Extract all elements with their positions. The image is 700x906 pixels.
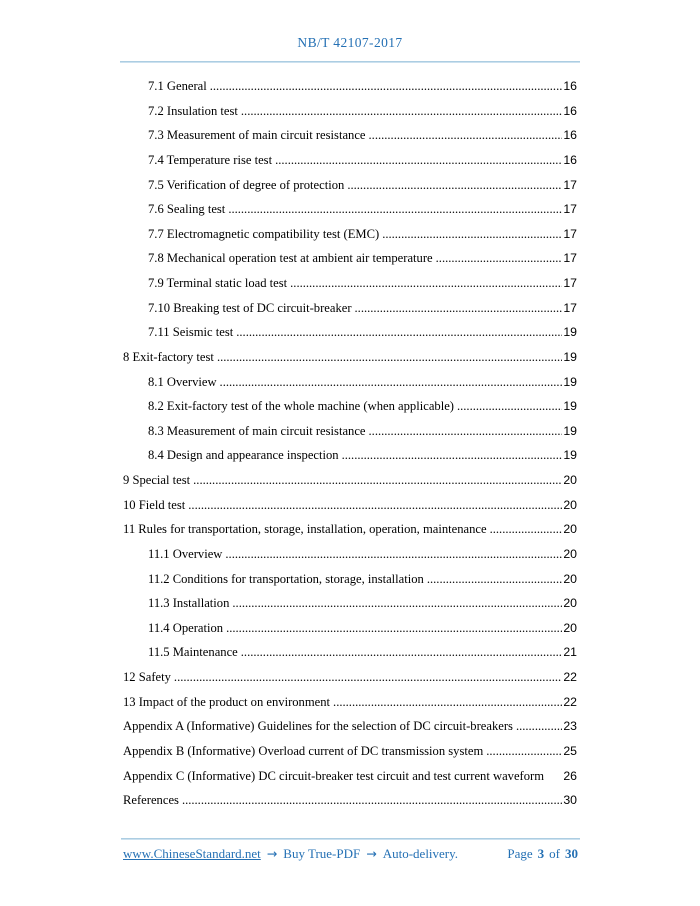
toc-entry-label: 10 Field test xyxy=(123,497,186,512)
toc-entry-label: 7.9 Terminal static load test xyxy=(148,276,288,290)
toc-entry[interactable] xyxy=(123,375,577,400)
page-word: Page xyxy=(507,846,533,861)
toc-entry[interactable] xyxy=(123,276,577,301)
toc-entry-page: 25 xyxy=(563,743,577,758)
dot-leader xyxy=(347,178,562,193)
doc-number-header: NB/T 42107-2017 xyxy=(297,35,403,50)
dot-leader xyxy=(232,596,562,611)
toc-entry-label: 11.1 Overview xyxy=(148,546,223,561)
dot-leader xyxy=(490,522,563,537)
dot-leader xyxy=(290,276,562,291)
footer-tagline xyxy=(123,846,458,862)
toc-entry[interactable] xyxy=(123,645,577,670)
dot-leader xyxy=(241,104,562,119)
toc-entry[interactable] xyxy=(123,301,577,326)
toc-entry-page: 17 xyxy=(563,300,577,315)
toc-entry-label: Appendix A (Informative) Guidelines for the selection of DC circuit-breakers xyxy=(123,719,513,734)
dot-leader xyxy=(225,547,562,562)
toc-entry-page: 23 xyxy=(563,719,577,734)
page-footer xyxy=(123,846,578,862)
toc-entry[interactable] xyxy=(123,251,577,276)
dot-leader xyxy=(486,744,562,759)
toc-entry-page: 17 xyxy=(563,251,577,266)
toc-entry[interactable] xyxy=(123,128,577,153)
toc-entry-label: 11.3 Installation xyxy=(148,596,230,611)
toc-entry-page: 21 xyxy=(563,645,577,660)
toc-entry-page: 22 xyxy=(563,694,577,709)
toc-entry-page: 17 xyxy=(563,202,577,217)
toc-entry-page: 17 xyxy=(563,177,577,192)
toc-entry-label: 12 Safety xyxy=(123,670,171,684)
toc-entry[interactable] xyxy=(123,473,577,498)
of-word: of xyxy=(549,846,560,861)
dot-leader xyxy=(193,473,562,488)
toc-entry-page: 20 xyxy=(563,620,577,635)
toc-entry[interactable] xyxy=(123,79,577,104)
current-page-number: 3 xyxy=(537,846,545,861)
toc-entry-label: 11.5 Maintenance xyxy=(148,645,238,660)
toc-entry[interactable] xyxy=(123,695,577,720)
dot-leader xyxy=(427,572,562,587)
toc-entry[interactable] xyxy=(123,522,577,547)
dot-leader xyxy=(369,424,563,439)
page-indicator xyxy=(507,846,578,862)
toc-entry[interactable] xyxy=(123,202,577,227)
dot-leader xyxy=(236,325,562,340)
dot-leader xyxy=(369,128,563,143)
toc-entry[interactable] xyxy=(123,448,577,473)
toc-entry-page: 20 xyxy=(563,546,577,561)
toc-entry[interactable] xyxy=(123,424,577,449)
arrow-icon: → xyxy=(366,846,377,861)
dot-leader xyxy=(355,301,563,316)
toc-entry[interactable] xyxy=(123,325,577,350)
toc-entry[interactable] xyxy=(123,498,577,523)
toc-entry-label: 7.4 Temperature rise test xyxy=(148,152,273,167)
toc-entry-page: 26 xyxy=(563,768,577,783)
dot-leader xyxy=(188,498,562,513)
toc-entry[interactable] xyxy=(123,621,577,646)
toc-entry-page: 19 xyxy=(563,349,577,364)
arrow-icon: → xyxy=(266,846,278,861)
toc-entry-label: 7.1 General xyxy=(148,79,207,93)
total-pages-number: 30 xyxy=(565,846,578,861)
toc-entry[interactable] xyxy=(123,153,577,178)
toc-entry[interactable] xyxy=(123,399,577,424)
toc-entry-page: 19 xyxy=(563,423,577,438)
toc-entry-label: Appendix B (Informative) Overload current of DC transmission system xyxy=(123,743,484,758)
toc-entry[interactable] xyxy=(123,793,577,818)
toc-entry-page: 16 xyxy=(563,103,577,118)
toc-entry-label: 11.2 Conditions for transportation, storage, installation xyxy=(148,571,424,586)
toc-entry-label: Appendix C (Informative) DC circuit-breaker test circuit and test current waveform xyxy=(123,768,545,783)
toc-entry[interactable] xyxy=(123,227,577,252)
toc-entry-label: 7.8 Mechanical operation test at ambient air temperature xyxy=(148,251,433,266)
header-divider xyxy=(120,61,580,63)
toc-entry-label: 7.3 Measurement of main circuit resistance xyxy=(148,128,366,143)
toc-entry-label: 8.3 Measurement of main circuit resistance xyxy=(148,423,366,438)
toc-entry[interactable] xyxy=(123,104,577,129)
toc-entry-page: 16 xyxy=(563,128,577,143)
toc-entry-page: 16 xyxy=(563,152,577,167)
dot-leader xyxy=(275,153,562,168)
footer-divider xyxy=(121,838,580,840)
toc-entry-page: 20 xyxy=(563,473,577,487)
dot-leader xyxy=(382,227,562,242)
toc-entry-page: 19 xyxy=(563,399,577,414)
toc-entry[interactable] xyxy=(123,547,577,572)
dot-leader xyxy=(174,670,562,685)
dot-leader xyxy=(457,399,562,414)
toc-entry-page: 17 xyxy=(563,276,577,290)
toc-entry-page: 19 xyxy=(563,325,577,340)
dot-leader xyxy=(210,79,563,94)
toc-entry-page: 20 xyxy=(563,522,577,537)
toc-entry-label: 7.10 Breaking test of DC circuit-breaker xyxy=(148,300,352,315)
toc-entry-label: 8 Exit-factory test xyxy=(123,349,214,364)
toc-entry-page: 30 xyxy=(563,793,577,808)
dot-leader xyxy=(228,202,562,217)
toc-entry[interactable] xyxy=(123,719,577,744)
toc-entry-label: 8.2 Exit-factory test of the whole machine (when applicable) xyxy=(148,399,454,414)
website-link[interactable]: www.ChineseStandard.net xyxy=(123,846,261,861)
dot-leader xyxy=(220,375,563,390)
toc-entry-label: 7.5 Verification of degree of protection xyxy=(148,177,345,192)
dot-leader xyxy=(226,621,562,636)
dot-leader xyxy=(241,645,563,660)
toc-entry-page: 17 xyxy=(563,226,577,241)
toc-entry[interactable] xyxy=(123,572,577,597)
toc-entry-label: 7.11 Seismic test xyxy=(148,325,234,340)
dot-leader xyxy=(516,719,562,734)
toc-entry-label: 11.4 Operation xyxy=(148,620,224,635)
toc-entry[interactable] xyxy=(123,769,577,794)
dot-leader xyxy=(342,448,563,463)
toc-entry-page: 22 xyxy=(563,670,577,684)
toc-entry-label: 8.4 Design and appearance inspection xyxy=(148,448,339,463)
toc-entry[interactable] xyxy=(123,178,577,203)
toc-entry-label: References xyxy=(123,793,179,808)
toc-entry[interactable] xyxy=(123,596,577,621)
toc-entry[interactable] xyxy=(123,744,577,769)
toc-entry-page: 19 xyxy=(563,374,577,389)
table-of-contents xyxy=(123,79,577,818)
dot-leader xyxy=(217,350,562,365)
toc-entry-page: 20 xyxy=(563,571,577,586)
toc-entry-label: 7.6 Sealing test xyxy=(148,202,226,217)
toc-entry-label: 9 Special test xyxy=(123,473,191,487)
auto-delivery-label: Auto-delivery. xyxy=(382,846,459,861)
dot-leader xyxy=(333,695,562,710)
toc-entry-label: 8.1 Overview xyxy=(148,374,217,389)
toc-entry[interactable] xyxy=(123,670,577,695)
toc-entry-label: 11 Rules for transportation, storage, installation, operation, maintenance xyxy=(123,522,487,537)
dot-leader xyxy=(182,793,562,808)
toc-entry-page: 16 xyxy=(563,79,577,93)
toc-entry-page: 19 xyxy=(563,448,577,463)
dot-leader xyxy=(436,251,563,266)
toc-entry-label: 7.2 Insulation test xyxy=(148,103,238,118)
toc-entry-page: 20 xyxy=(563,497,577,512)
toc-entry-label: 7.7 Electromagnetic compatibility test (EMC) xyxy=(148,226,380,241)
toc-entry-label: 13 Impact of the product on environment xyxy=(123,694,331,709)
toc-entry-page: 20 xyxy=(563,596,577,611)
toc-entry[interactable] xyxy=(123,350,577,375)
buy-true-pdf-label: Buy True-PDF xyxy=(283,846,361,861)
